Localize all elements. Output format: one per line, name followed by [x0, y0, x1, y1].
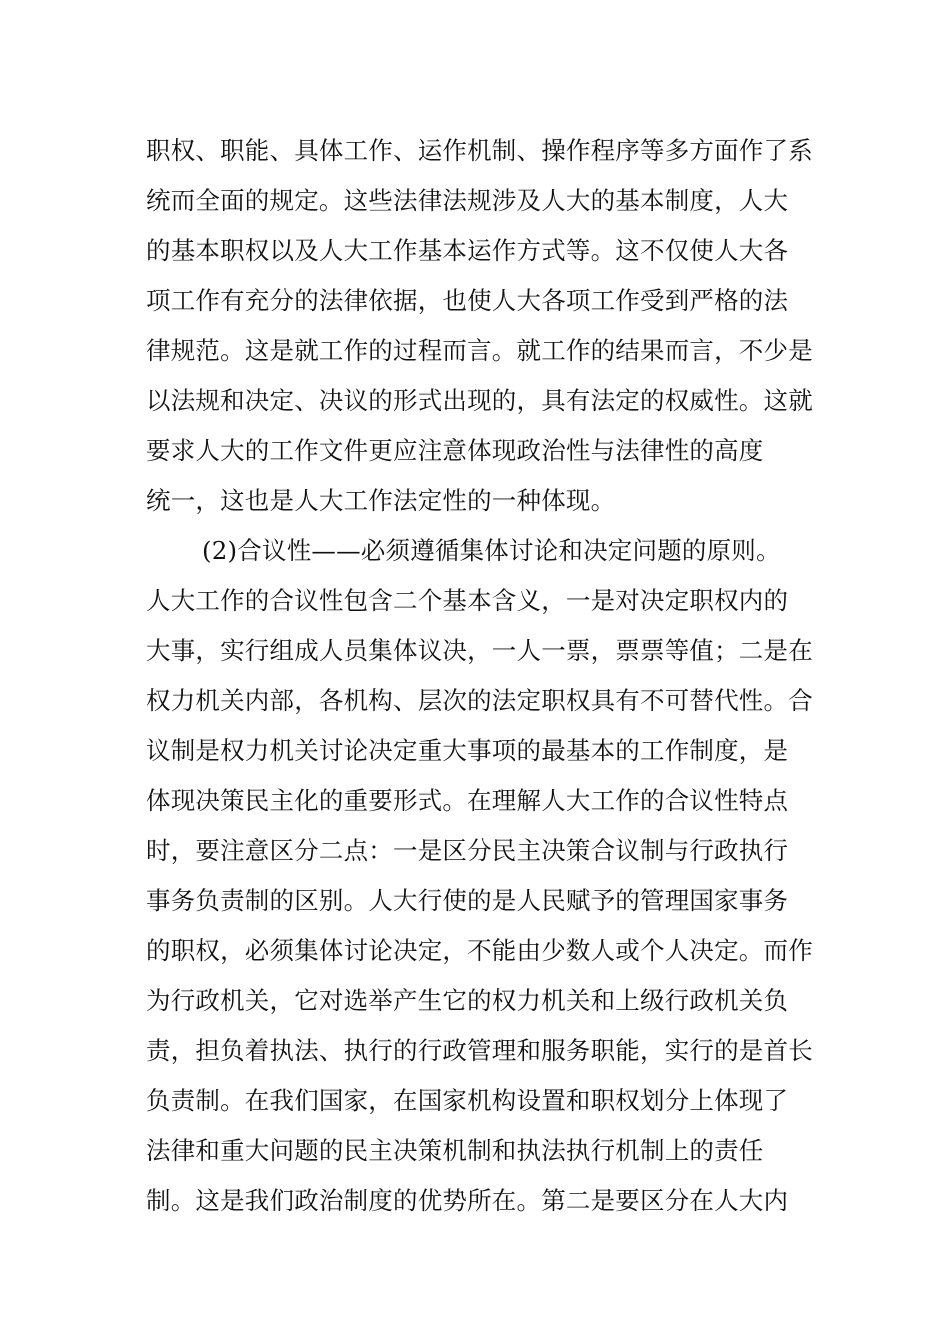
text-line: 以法规和决定、决议的形式出现的，具有法定的权威性。这就 — [146, 386, 813, 415]
text-line: 项工作有充分的法律依据，也使人大各项工作受到严格的法 — [146, 286, 789, 315]
text-line: 的职权，必须集体讨论决定，不能由少数人或个人决定。而作 — [146, 936, 813, 965]
text-line: 统一，这也是人大工作法定性的一种体现。 — [146, 486, 616, 515]
text-line: 时，要注意区分二点：一是区分民主决策合议制与行政执行 — [146, 836, 789, 865]
text-line: 责，担负着执法、执行的行政管理和服务职能，实行的是首长 — [146, 1036, 813, 1065]
text-line: 的基本职权以及人大工作基本运作方式等。这不仅使人大各 — [146, 236, 789, 265]
text-line: 权力机关内部，各机构、层次的法定职权具有不可替代性。合 — [146, 686, 813, 715]
text-line: 体现决策民主化的重要形式。在理解人大工作的合议性特点 — [146, 786, 789, 815]
document-body — [146, 126, 816, 1226]
text-line: 为行政机关，它对选举产生它的权力机关和上级行政机关负 — [146, 986, 789, 1015]
text-line: 人大工作的合议性包含二个基本含义，一是对决定职权内的 — [146, 586, 789, 615]
text-line: 职权、职能、具体工作、运作机制、操作程序等多方面作了系 — [146, 136, 813, 165]
text-line: 事务负责制的区别。人大行使的是人民赋予的管理国家事务 — [146, 886, 789, 915]
text-line: 要求人大的工作文件更应注意体现政治性与法律性的高度 — [146, 436, 764, 465]
text-line: 议制是权力机关讨论决定重大事项的最基本的工作制度，是 — [146, 736, 789, 765]
text-line: 统而全面的规定。这些法律法规涉及人大的基本制度，人大 — [146, 186, 789, 215]
text-line: 法律和重大问题的民主决策机制和执法执行机制上的责任 — [146, 1136, 764, 1165]
text-line: 律规范。这是就工作的过程而言。就工作的结果而言，不少是 — [146, 336, 813, 365]
section-heading-line: (2)合议性——必须遵循集体讨论和决定问题的原则。 — [202, 536, 781, 565]
text-line: 大事，实行组成人员集体议决，一人一票，票票等值；二是在 — [146, 636, 813, 665]
text-line: 负责制。在我们国家，在国家机构设置和职权划分上体现了 — [146, 1086, 789, 1115]
text-line: 制。这是我们政治制度的优势所在。第二是要区分在人大内 — [146, 1186, 789, 1215]
